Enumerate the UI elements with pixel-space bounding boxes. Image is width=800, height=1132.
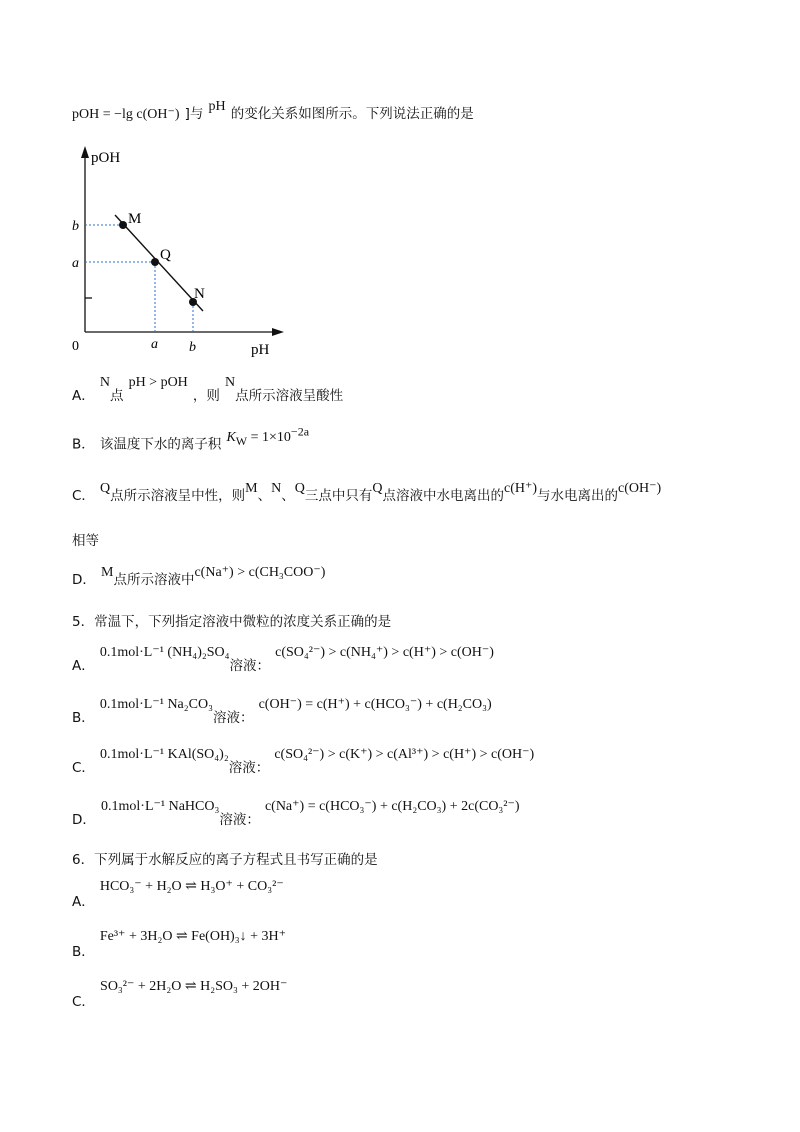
y-axis-label: pOH	[91, 150, 121, 166]
x-axis-label: pH	[251, 342, 270, 358]
q5-title: 5．常温下，下列指定溶液中微粒的浓度关系正确的是	[72, 614, 392, 630]
x-tick-a: a	[151, 337, 158, 352]
point-m	[119, 221, 127, 229]
q6-option-b: $_{B.}$ Fe³⁺ + 3H₂O ⇌ Fe(OH)₃↓ + 3H⁺	[72, 929, 286, 960]
q6-option-a: $_{A.}$ HCO₃⁻ + H₂O ⇌ H₃O⁺ + CO₃²⁻	[72, 879, 284, 910]
data-line	[115, 215, 203, 311]
y-tick-b: b	[72, 219, 79, 234]
q4-option-c: C． Q点所示溶液呈中性，则M、N、Q三点中只有Q点溶液中水电离出的c(H⁺)与水电离出的c(OH⁻)	[72, 481, 662, 504]
q5-option-a: $_{A.}$ 0.1mol·L⁻¹ $(NH_4)_2SO_4_{溶液:}$ c(SO₄²⁻) > c(NH₄⁺) > c(H⁺) > c(OH⁻)	[72, 645, 494, 674]
q4-option-a: $_{A.}$ $N_点$ pH > pOH $_{,则}$ $N_{点所示溶液呈酸性}$	[72, 375, 344, 404]
poh-ph-graph	[60, 140, 300, 365]
point-q-label: Q	[160, 247, 171, 263]
q5-option-d: $_{D.}$ 0.1mol·L⁻¹ $NaHCO_3_{溶液:}$ c(Na⁺) = c(HCO₃⁻) + c(H₂CO₃) + 2c(CO₃²⁻)	[72, 799, 520, 828]
poh-formula: pOH = −lg c(OH⁻)	[72, 107, 180, 122]
x-tick-b: b	[189, 340, 196, 355]
intro-ph: pH	[208, 99, 226, 114]
q4-option-b: B． 该温度下水的离子积 $K_W = 1\times 10^{-2a}$	[72, 424, 310, 453]
x-axis-arrow	[272, 328, 284, 336]
y-tick-a: a	[72, 256, 79, 271]
point-q	[151, 258, 159, 266]
origin-label: 0	[72, 339, 79, 354]
q5-option-b: $_{B.}$ 0.1mol·L⁻¹ $Na_2CO_3_{溶液:}$ c(OH⁻) = c(H⁺) + c(HCO₃⁻) + c(H₂CO₃)	[72, 697, 492, 726]
point-m-label: M	[128, 211, 142, 227]
q4-option-c-cont: 相等	[72, 533, 99, 549]
intro-text-2: 的变化关系如图所示。下列说法正确的是	[230, 106, 474, 122]
q6-title: 6．下列属于水解反应的离子方程式且书写正确的是	[72, 852, 378, 868]
question-intro	[72, 99, 474, 123]
q4-option-d: D． M点所示溶液中c(Na⁺) > c(CH₃COO⁻)	[72, 565, 326, 588]
q6-option-c: $_{C.}$ SO₃²⁻ + 2H₂O ⇌ H₂SO₃ + 2OH⁻	[72, 979, 288, 1010]
point-n-label: N	[194, 286, 205, 302]
intro-text-1: ]与	[184, 106, 204, 122]
y-axis-arrow	[81, 146, 89, 158]
q5-option-c: $_{C.}$ 0.1mol·L⁻¹ $KAl(SO_4)_2_{溶液:}$ c(SO₄²⁻) > c(K⁺) > c(Al³⁺) > c(H⁺) > c(OH⁻)	[72, 747, 535, 776]
